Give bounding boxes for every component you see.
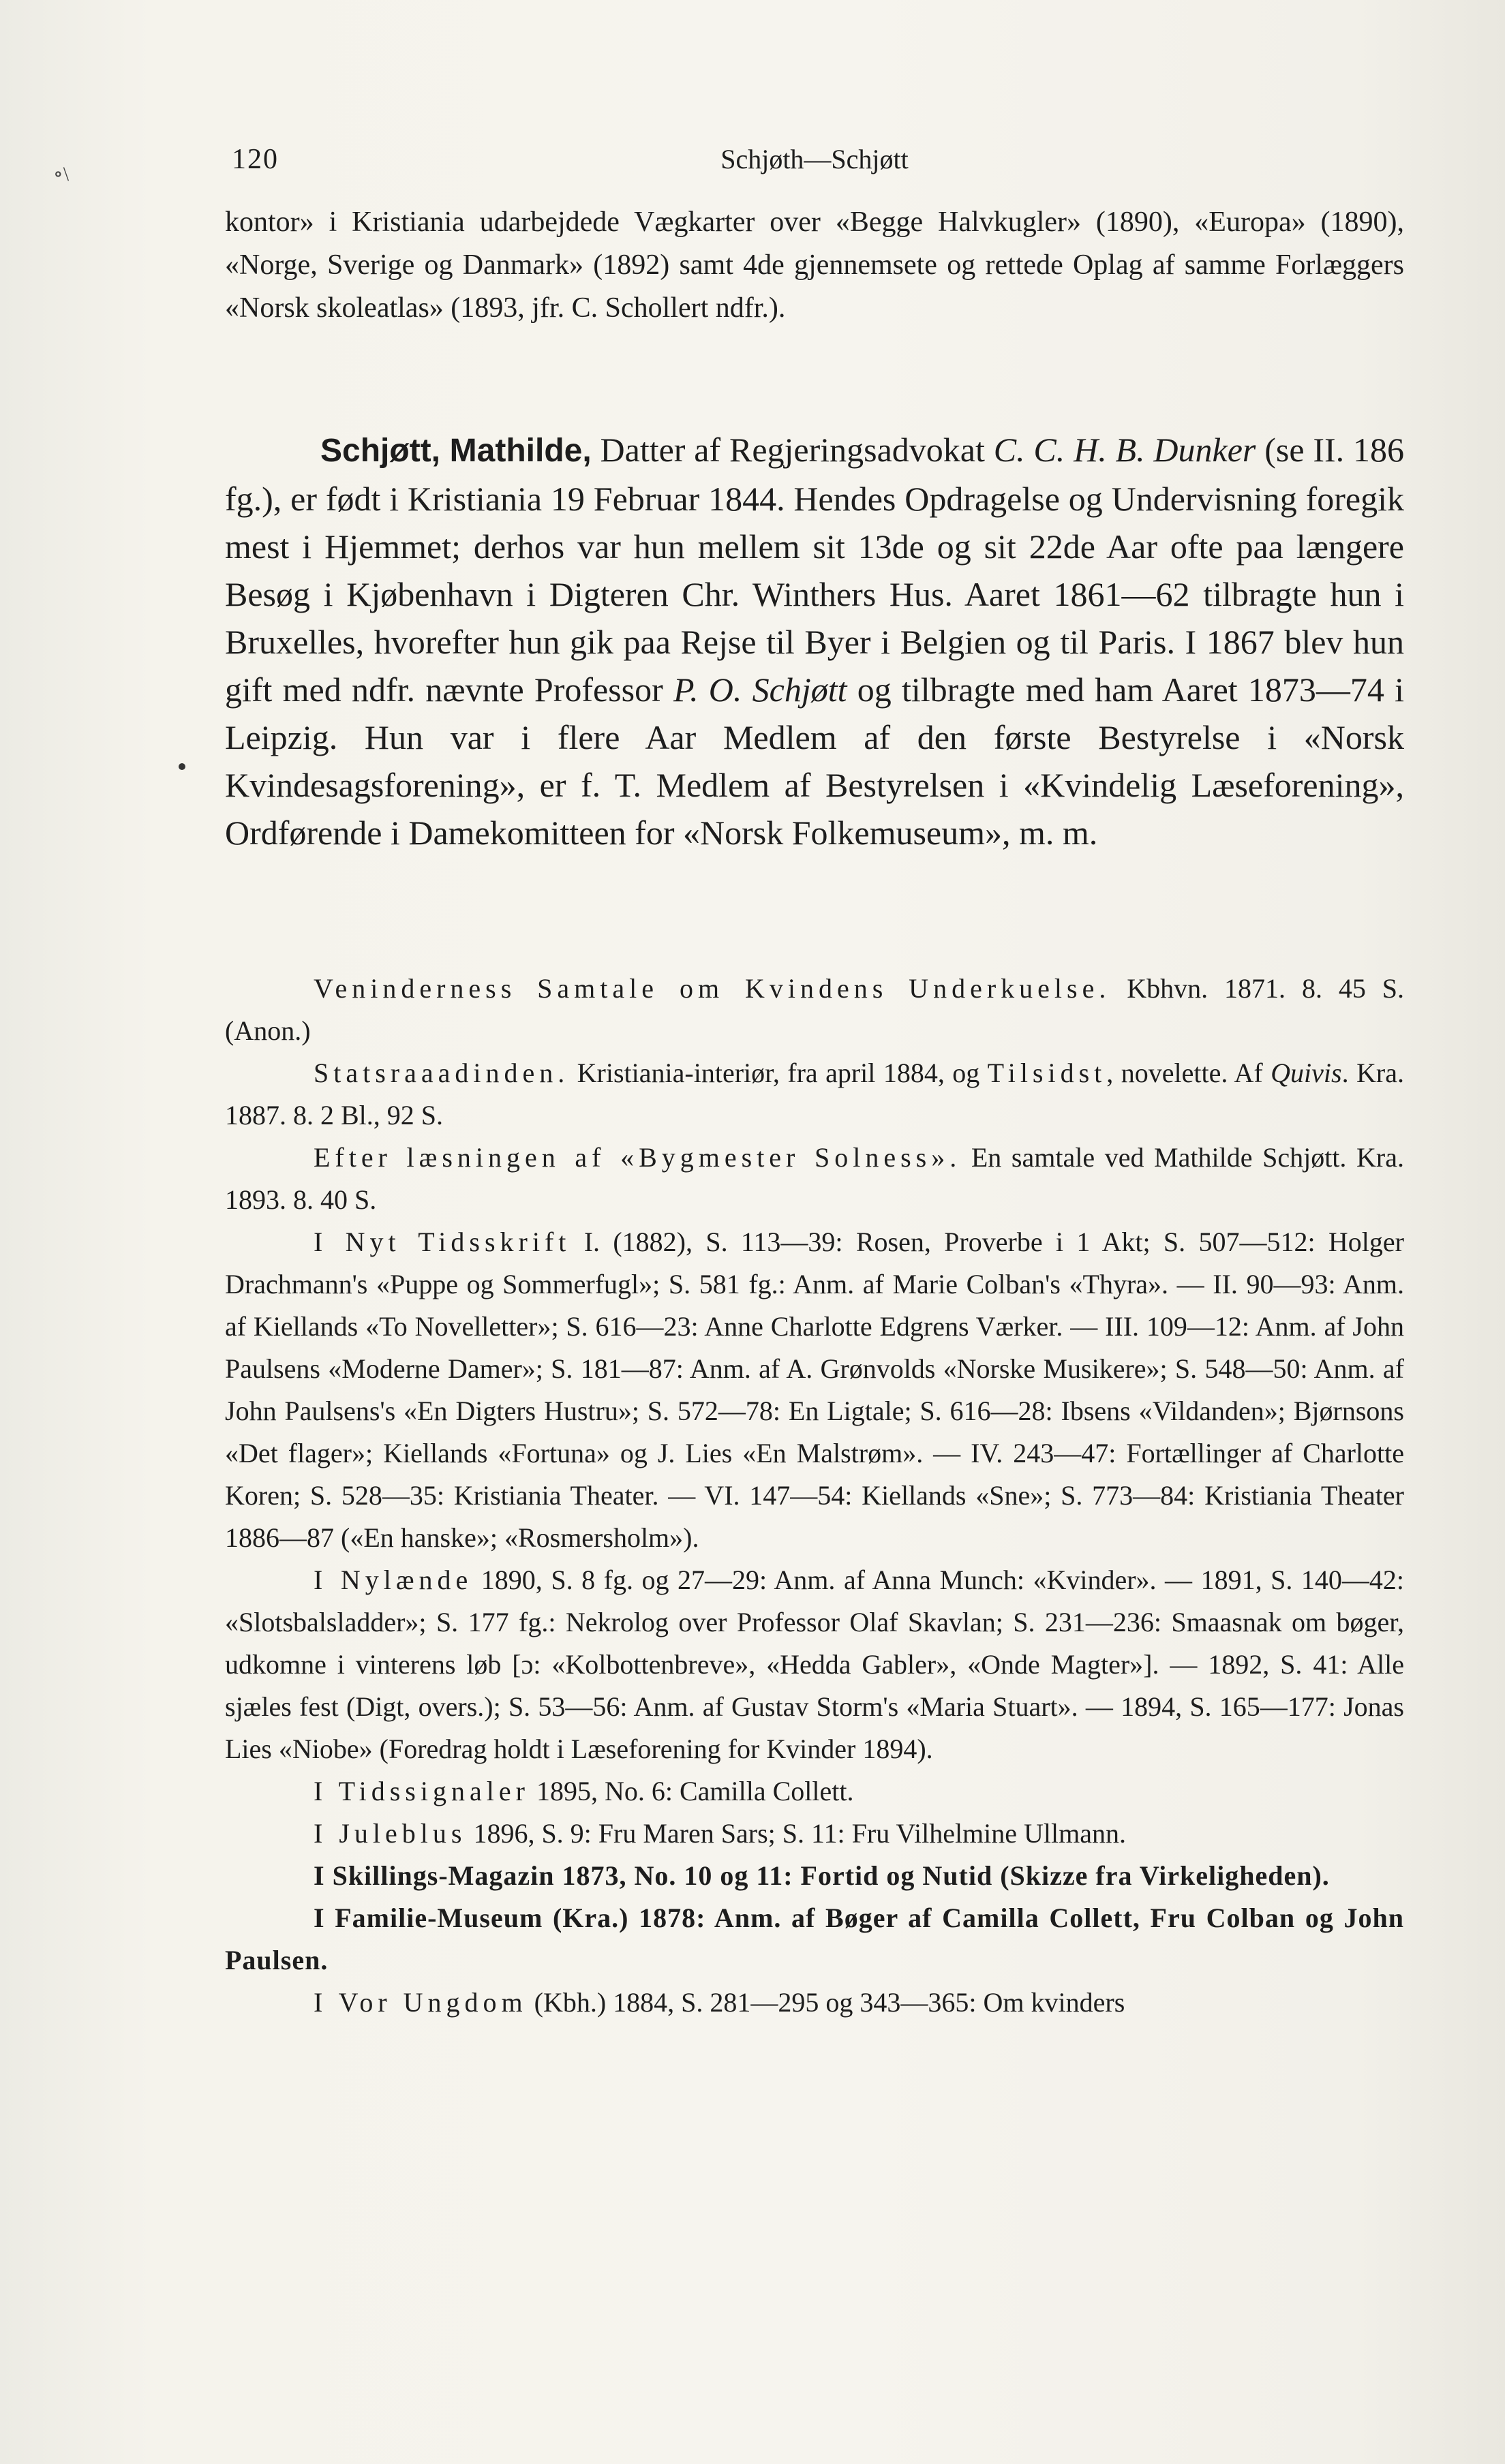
- bibliography-item: [225, 1982, 1404, 2024]
- work-details: En samtale ved Mathilde Schjøtt. Kra. 1893. 8. 40 S.: [225, 1142, 1404, 1215]
- work-title: Statsraaadinden.: [314, 1058, 570, 1088]
- entry-text-2: (se II. 186 fg.), er født i Kristiania 19 Februar 1844. Hendes Opdragelse og Undervisning foregik mest i Hjemmet; derhos var hun mellem sit 13de og sit 22de Aar ofte paa længere Besøg i Kjøbenhavn i Digteren Chr. Winthers Hus. Aaret 1861—62 tilbragte hun i Bruxelles, hvorefter hun gik paa Rejse til Byer i Belgien og til Paris. I 1867 blev hun gift med ndfr. nævnte Professor: [225, 431, 1404, 709]
- periodical-title: I Juleblus: [314, 1818, 467, 1849]
- biography-entry: [225, 426, 1404, 857]
- periodical-details: 1890, S. 8 fg. og 27—29: Anm. af Anna Munch: «Kvinder». — 1891, S. 140—42: «Slotsbalsladder»; S. 177 fg.: Nekrolog over Professor Olaf Skavlan; S. 231—236: Smaasnak om bøger, udkomne i vinterens løb [ɔ: «Kolbottenbreve», «Hedda Gabler», «Onde Magter»]. — 1892, S. 41: Alle sjæles fest (Digt, overs.); S. 53—56: Anm. af Gustav Storm's «Maria Stuart». — 1894, S. 165—177: Jonas Lies «Niobe» (Foredrag holdt i Læseforening for Kvinder 1894).: [225, 1565, 1404, 1764]
- bibliography-item: [225, 1855, 1404, 1897]
- page-header: [225, 129, 1404, 184]
- bibliography-item: [225, 1559, 1404, 1770]
- periodical-details: 1896, S. 9: Fru Maren Sars; S. 11: Fru Vilhelmine Ullmann.: [466, 1818, 1127, 1849]
- bibliography-item: [225, 1813, 1404, 1855]
- bibliography-item: [225, 1052, 1404, 1137]
- bibliography-item: [225, 1137, 1404, 1221]
- biography-paragraph: [225, 426, 1404, 857]
- periodical-title: I Tidssignaler: [314, 1776, 530, 1806]
- entry-ref-2: P. O. Schjøtt: [673, 671, 847, 709]
- periodical-title: I Nylænde: [314, 1565, 473, 1595]
- work-title: Veninderness Samtale om Kvindens Underkuelse.: [314, 973, 1111, 1004]
- margin-mark: ∘\: [53, 163, 70, 185]
- work-details: Kbhvn. 1871. 8. 45 S. (Anon.): [225, 973, 1404, 1046]
- entry-text-1: Datter af Regjeringsadvokat: [591, 431, 994, 469]
- bibliography-item: [225, 1770, 1404, 1813]
- fraktur-entry: I Familie-Museum (Kra.) 1878: Anm. af Bøger af Camilla Collett, Fru Colban og John Paulsen.: [225, 1903, 1404, 1975]
- running-head: Schjøth—Schjøtt: [720, 144, 909, 174]
- entry-ref-1: C. C. H. B. Dunker: [993, 431, 1256, 469]
- work-title-2: Tilsidst: [987, 1058, 1107, 1088]
- bibliography-item: [225, 1897, 1404, 1982]
- work-details-3: . Kra. 1887. 8. 2 Bl., 92 S.: [225, 1058, 1404, 1130]
- work-title: Efter læsningen af «Bygmester Solness».: [314, 1142, 962, 1173]
- pseudonym: Quivis: [1271, 1058, 1342, 1088]
- bibliography-item: [225, 1221, 1404, 1559]
- periodical-details: 1895, No. 6: Camilla Collett.: [529, 1776, 854, 1806]
- work-details-2: , novelette. Af: [1106, 1058, 1271, 1088]
- bibliography-item: [225, 968, 1404, 1052]
- page-number: 120: [232, 144, 279, 175]
- work-details: Kristiania-interiør, fra april 1884, og: [569, 1058, 988, 1088]
- lead-paragraph: kontor» i Kristiania udarbejdede Vægkarter over «Begge Halvkugler» (1890), «Europa» (1890), «Norge, Sverige og Danmark» (1892) samt 4de gjennemsete og rettede Oplag af samme Forlæggers «Norsk skoleatlas» (1893, jfr. C. Schollert ndfr.).: [225, 206, 1404, 324]
- entry-name: Schjøtt, Mathilde,: [320, 433, 592, 469]
- periodical-details: I. (1882), S. 113—39: Rosen, Proverbe i 1 Akt; S. 507—512: Holger Drachmann's «Puppe og Sommerfugl»; S. 581 fg.: Anm. af Marie Colban's «Thyra». — II. 90—93: Anm. af Kiellands «To Novelletter»; S. 616—23: Anne Charlotte Edgrens Værker. — III. 109—12: Anm. af John Paulsens «Moderne Damer»; S. 181—87: Anm. af A. Grønvolds «Norske Musikere»; S. 548—50: Anm. af John Paulsens's «En Digters Hustru»; S. 572—78: En Ligtale; S. 616—28: Ibsens «Vildanden»; Bjørnsons «Det flager»; Kiellands «Fortuna» og J. Lies «En Malstrøm». — IV. 243—47: Fortællinger af Charlotte Koren; S. 528—35: Kristiania Theater. — VI. 147—54: Kiellands «Sne»; S. 773—84: Kristiania Theater 1886—87 («En hanske»; «Rosmersholm»).: [225, 1227, 1404, 1553]
- margin-dot: [179, 763, 185, 770]
- periodical-details: (Kbh.) 1884, S. 281—295 og 343—365: Om kvinders: [527, 1987, 1125, 2018]
- periodical-title: I Nyt Tidsskrift: [314, 1227, 571, 1257]
- fraktur-entry: I Skillings-Magazin 1873, No. 10 og 11: Fortid og Nutid (Skizze fra Virkeligheden).: [314, 1860, 1330, 1891]
- bibliography: [225, 968, 1404, 2024]
- entry-text-3: og tilbragte med ham Aaret 1873—74 i Leipzig. Hun var i flere Aar Medlem af den første Bestyrelse i «Norsk Kvindesagsforening», er f. T. Medlem af Bestyrelsen i «Kvindelig Læseforening», Ordførende i Damekomitteen for «Norsk Folkemuseum», m. m.: [225, 671, 1405, 852]
- periodical-title: I Vor Ungdom: [314, 1987, 528, 2018]
